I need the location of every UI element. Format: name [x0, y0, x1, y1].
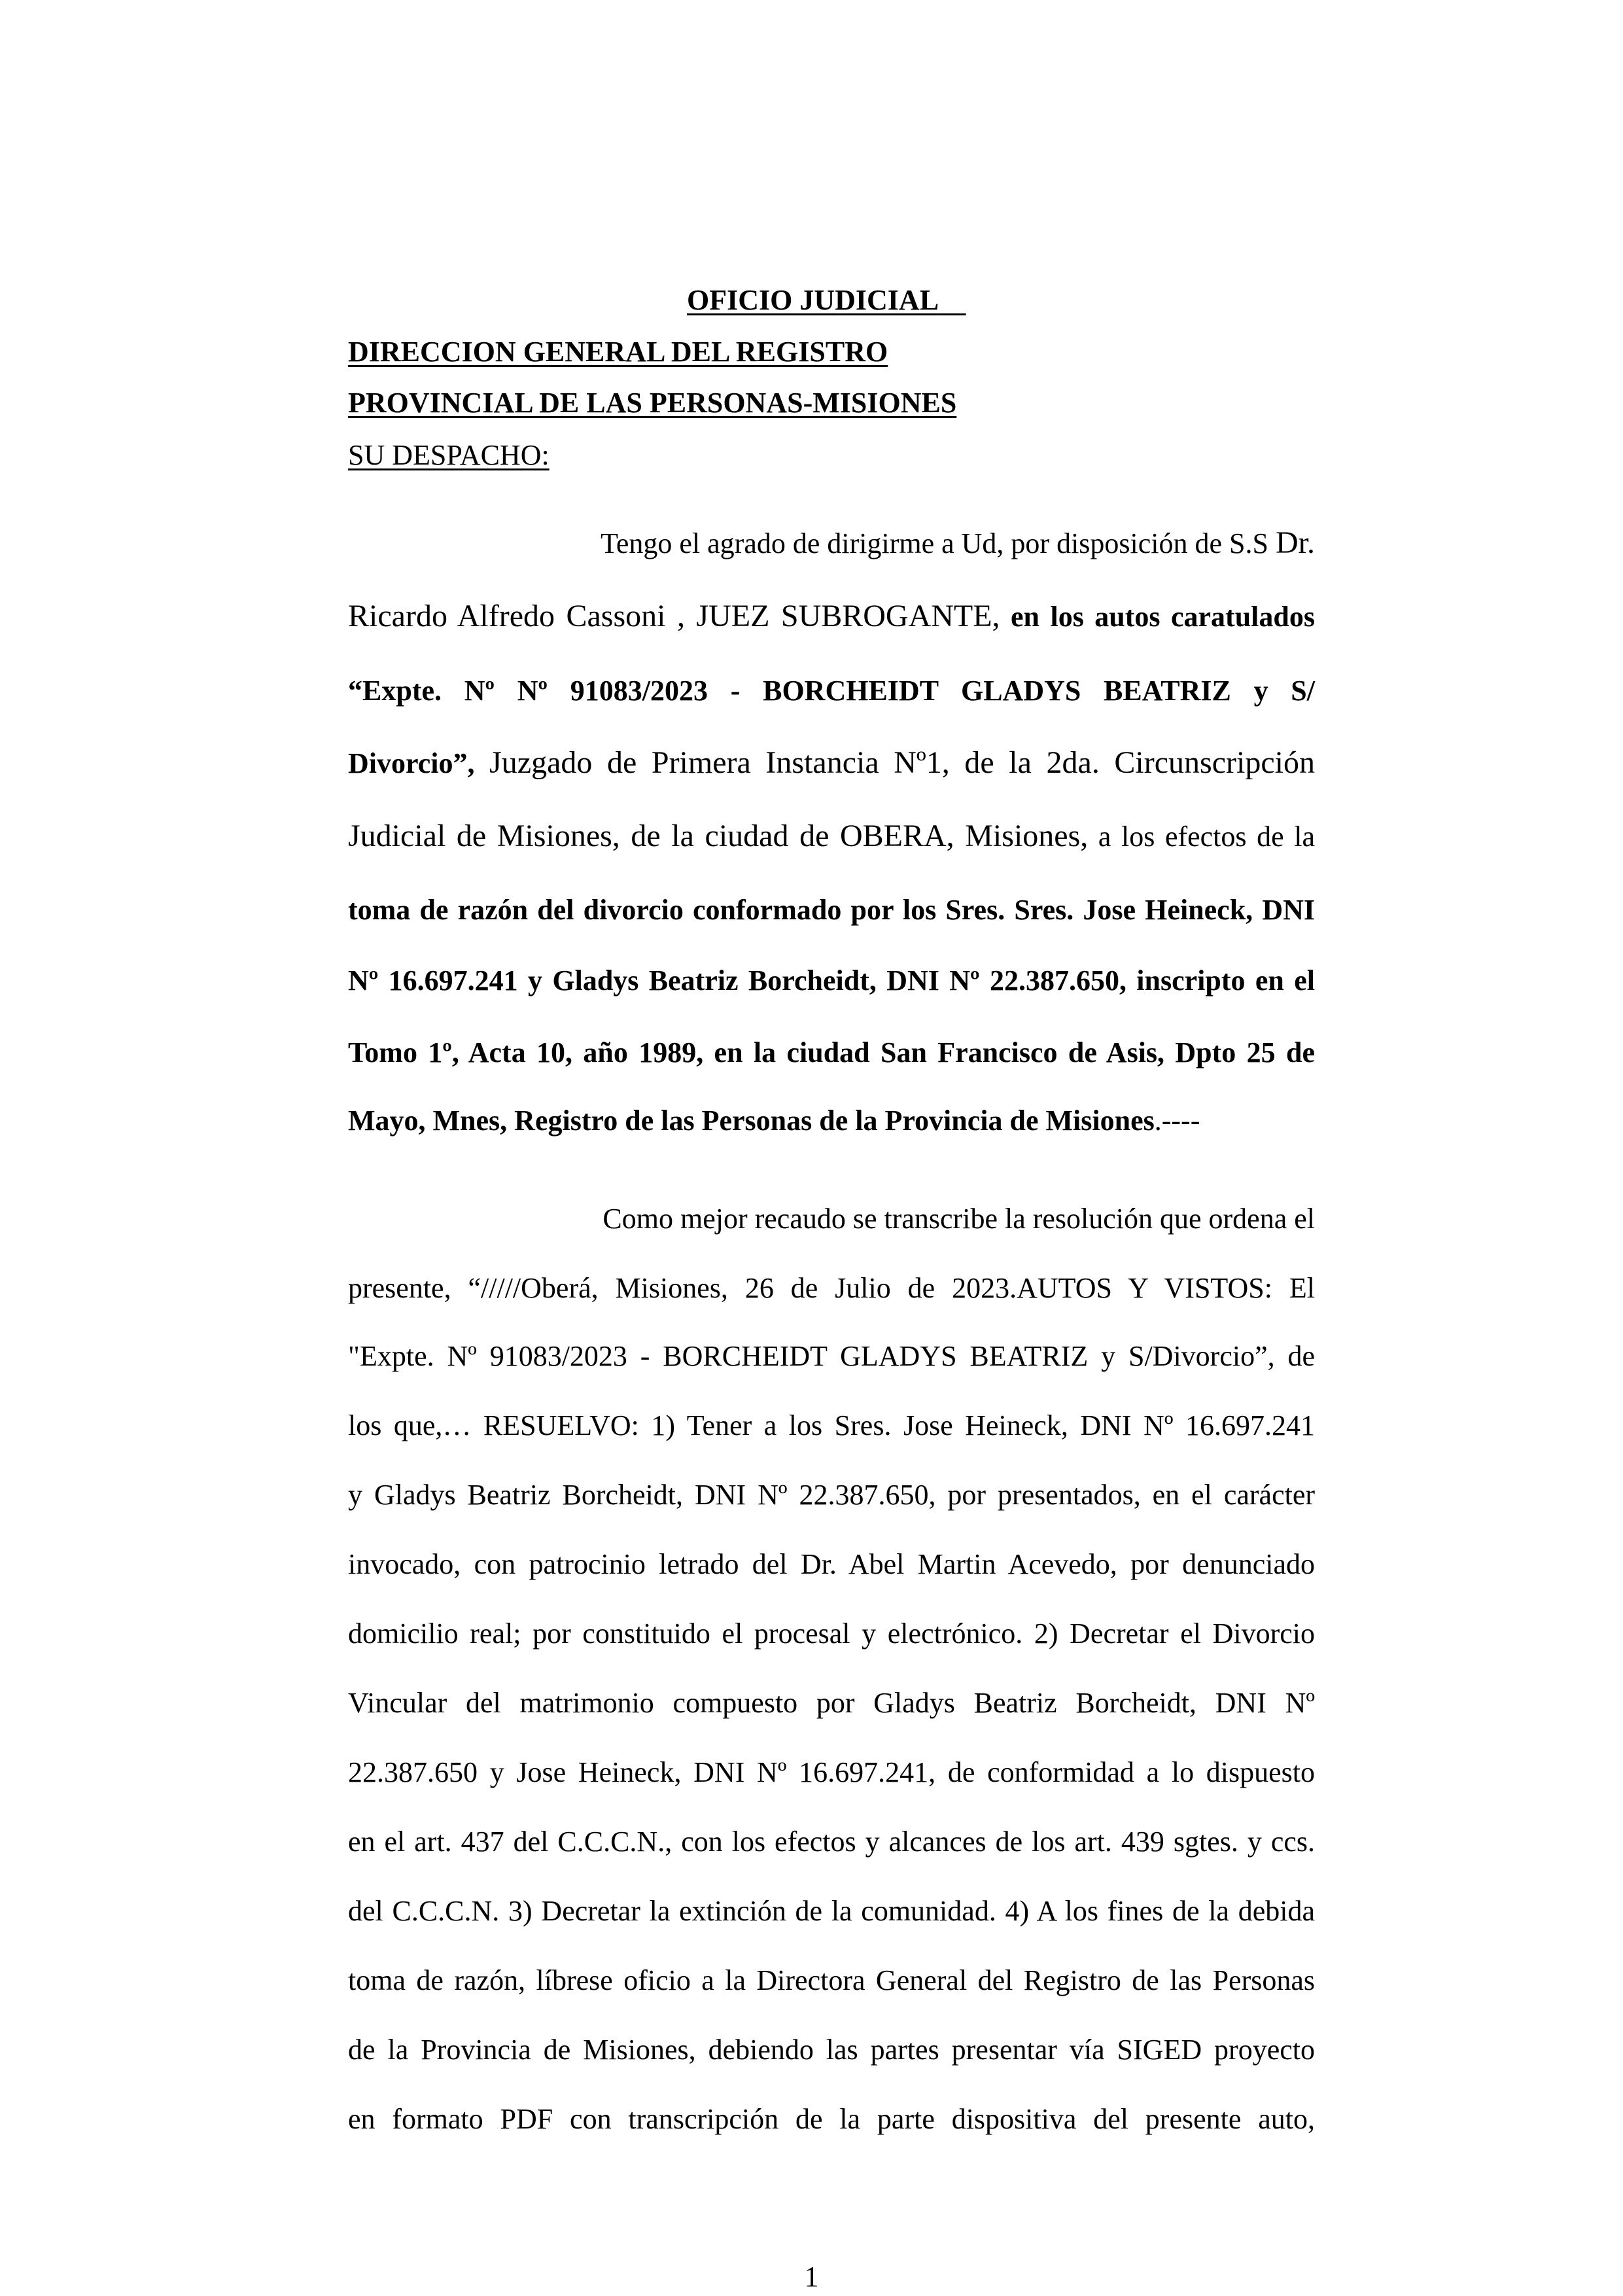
paragraph-2-line-2: presente, “/////Oberá, Misiones, 26 de Julio de 2023.AUTOS Y VISTOS: El: [348, 1272, 1315, 1304]
paragraph-1-line-1: Tengo el agrado de dirigirme a Ud, por disposición de S.S Dr.: [601, 525, 1315, 560]
paragraph-1-line-5: Judicial de Misiones, de la ciudad de OBERA, Misiones, a los efectos de la: [348, 819, 1316, 853]
addressee-line-1: DIRECCION GENERAL DEL REGISTRO: [348, 336, 888, 368]
paragraph-2-line-11: del C.C.C.N. 3) Decretar la extinción de la comunidad. 4) A los fines de la debida: [348, 1895, 1315, 1927]
paragraph-1-line-2: Ricardo Alfredo Cassoni , JUEZ SUBROGANTE, en los autos caratulados: [348, 599, 1315, 633]
paragraph-1-line-7: Nº 16.697.241 y Gladys Beatriz Borcheidt, DNI Nº 22.387.650, inscripto en el: [348, 964, 1315, 997]
paragraph-1-line-3: “Expte. Nº Nº 91083/2023 - BORCHEIDT GLADYS BEATRIZ y S/: [348, 675, 1315, 707]
document-title: OFICIO JUDICIAL: [687, 284, 937, 316]
paragraph-2-line-4: los que,… RESUELVO: 1) Tener a los Sres. Jose Heineck, DNI Nº 16.697.241: [348, 1409, 1315, 1441]
paragraph-2-line-6: invocado, con patrocinio letrado del Dr. Abel Martin Acevedo, por denunciado: [348, 1548, 1315, 1580]
paragraph-1-line-4: Divorcio”, Juzgado de Primera Instancia Nº1, de la 2da. Circunscripción: [348, 745, 1315, 780]
paragraph-1-line-6: toma de razón del divorcio conformado por los Sres. Sres. Jose Heineck, DNI: [348, 894, 1315, 926]
paragraph-2-line-1: Como mejor recaudo se transcribe la resolución que ordena el: [602, 1203, 1315, 1235]
paragraph-2-line-8: Vincular del matrimonio compuesto por Gladys Beatriz Borcheidt, DNI Nº: [348, 1687, 1315, 1719]
addressee-line-2: PROVINCIAL DE LAS PERSONAS-MISIONES: [348, 387, 957, 419]
paragraph-1-line-8: Tomo 1º, Acta 10, año 1989, en la ciudad San Francisco de Asis, Dpto 25 de: [348, 1036, 1315, 1069]
paragraph-2-line-9: 22.387.650 y Jose Heineck, DNI Nº 16.697.241, de conformidad a lo dispuesto: [348, 1756, 1315, 1788]
paragraph-2-line-3: "Expte. Nº 91083/2023 - BORCHEIDT GLADYS BEATRIZ y S/Divorcio”, de: [348, 1340, 1315, 1372]
paragraph-2-line-14: en formato PDF con transcripción de la parte dispositiva del presente auto,: [348, 2103, 1315, 2135]
paragraph-2-line-12: toma de razón, líbrese oficio a la Directora General del Registro de las Personas: [348, 1964, 1315, 1996]
paragraph-2-line-5: y Gladys Beatriz Borcheidt, DNI Nº 22.387.650, por presentados, en el carácter: [348, 1479, 1315, 1511]
paragraph-2-line-13: de la Provincia de Misiones, debiendo las partes presentar vía SIGED proyecto: [348, 2034, 1315, 2066]
paragraph-1-line-9: Mayo, Mnes, Registro de las Personas de la Provincia de Misiones.----: [348, 1104, 1200, 1137]
page-number: 1: [804, 2261, 819, 2293]
greeting: SU DESPACHO:: [348, 439, 550, 471]
paragraph-2-line-7: domicilio real; por constituido el procesal y electrónico. 2) Decretar el Divorcio: [348, 1617, 1315, 1650]
paragraph-2-line-10: en el art. 437 del C.C.C.N., con los efectos y alcances de los art. 439 sgtes. y ccs.: [348, 1826, 1315, 1858]
